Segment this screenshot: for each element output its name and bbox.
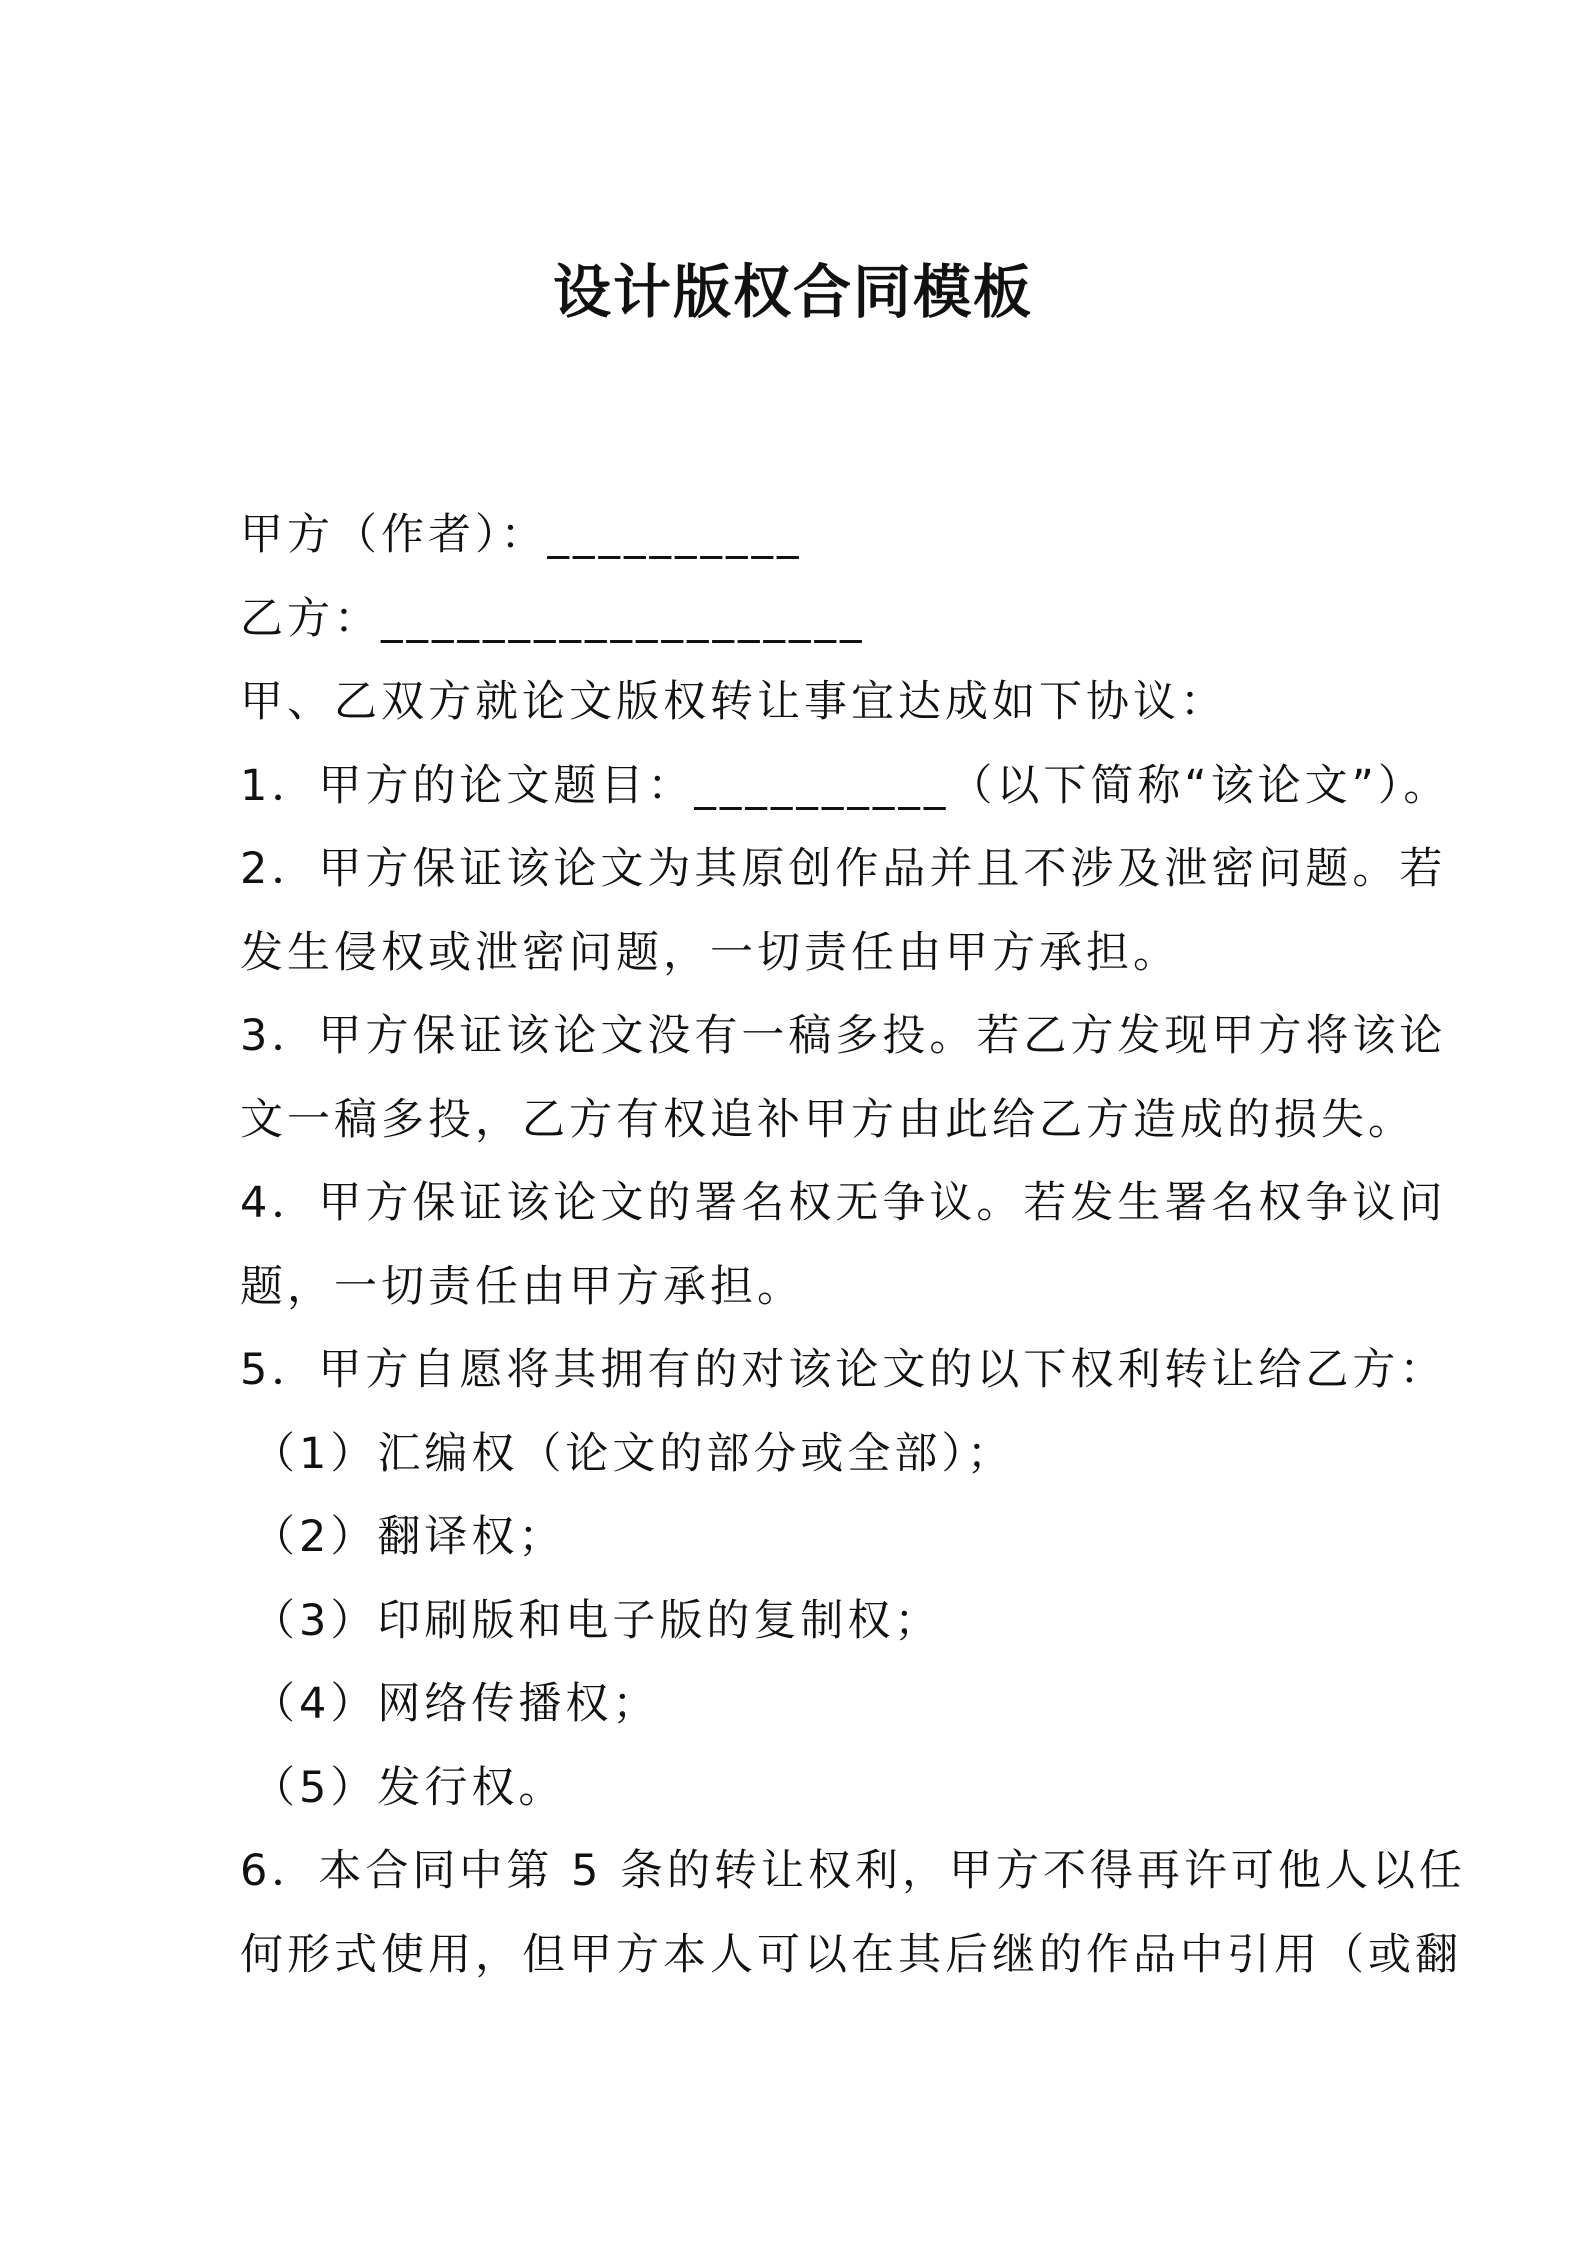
party-b-line: 乙方：___________________ xyxy=(240,593,866,644)
clause-5-line: 5．甲方自愿将其拥有的对该论文的以下权利转让给乙方： xyxy=(240,1345,1447,1395)
clause-6-line-1: 6．本合同中第 5 条的转让权利，甲方不得再许可他人以任 xyxy=(240,1846,1467,1896)
agreement-intro-line: 甲、乙双方就论文版权转让事宜达成如下协议： xyxy=(240,677,1227,727)
clause-6-line-2: 何形式使用，但甲方本人可以在其后继的作品中引用（或翻 xyxy=(240,1929,1462,1980)
clause-3-line-1: 3．甲方保证该论文没有一稿多投。若乙方发现甲方将该论 xyxy=(240,1011,1447,1061)
clause-2-line-2: 发生侵权或泄密问题，一切责任由甲方承担。 xyxy=(240,927,1180,978)
document-title: 设计版权合同模板 xyxy=(552,258,1033,326)
right-item-4: （4）网络传播权； xyxy=(252,1679,660,1729)
right-item-1: （1）汇编权（论文的部分或全部）； xyxy=(252,1428,1014,1479)
clause-1-line: 1．甲方的论文题目：__________（以下简称“该论文”）。 xyxy=(240,760,1451,811)
party-a-line: 甲方（作者）：__________ xyxy=(240,510,803,560)
right-item-3: （3）印刷版和电子版的复制权； xyxy=(252,1595,942,1646)
document-body xyxy=(240,494,1467,1997)
clause-4-line-2: 题，一切责任由甲方承担。 xyxy=(240,1261,804,1312)
clause-4-line-1: 4．甲方保证该论文的署名权无争议。若发生署名权争议问 xyxy=(240,1178,1447,1228)
right-item-5: （5）发行权。 xyxy=(252,1762,566,1813)
right-item-2: （2）翻译权； xyxy=(252,1512,566,1562)
clause-3-line-2: 文一稿多投，乙方有权追补甲方由此给乙方造成的损失。 xyxy=(240,1094,1415,1145)
clause-2-line-1: 2．甲方保证该论文为其原创作品并且不涉及泄密问题。若 xyxy=(240,844,1447,894)
